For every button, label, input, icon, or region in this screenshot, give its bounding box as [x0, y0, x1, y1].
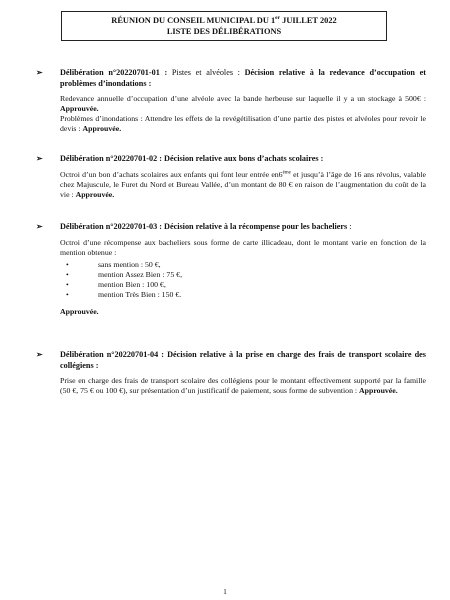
deliberation-1-text-1: Redevance annuelle d’occupation d’une alvéole avec la bande herbeuse sur laquelle il y a un stockage à 500€ :: [60, 94, 426, 103]
deliberation-3-status: Approuvée.: [60, 307, 99, 317]
deliberation-1-ref: Délibération n°20220701-01 :: [60, 68, 168, 77]
deliberation-4-heading: [36, 350, 426, 371]
deliberation-2-ref: Délibération n°20220701-02 :: [60, 154, 162, 163]
arrow-bullet-icon: ➢: [36, 68, 43, 77]
bullet-dot-icon: •: [66, 259, 69, 269]
mention-list: [36, 260, 426, 301]
deliberation-3-body: [36, 238, 426, 258]
deliberation-1-subject: Pistes et alvéoles :: [167, 68, 245, 77]
deliberation-1: [36, 68, 426, 134]
deliberation-2-status: Approuvée.: [75, 189, 115, 199]
deliberation-2-title: Décision relative aux bons d’achats scolaires :: [161, 154, 324, 163]
list-item: [66, 260, 426, 270]
document-subtitle: LISTE DES DÉLIBÉRATIONS: [166, 27, 282, 36]
list-item-text: mention Bien : 100 €,: [98, 279, 166, 289]
deliberation-4-status: Approuvée.: [359, 386, 398, 395]
bullet-dot-icon: •: [66, 290, 69, 300]
deliberation-3-ref: Délibération n°20220701-03 :: [60, 222, 162, 231]
deliberation-3-text: Octroi d’une récompense aux bacheliers sous forme de carte illicadeau, dont le montant varie en fonction de la mention obtenue :: [60, 237, 426, 257]
deliberation-3-heading: [36, 222, 426, 233]
document-title: [62, 15, 386, 26]
document-title-box: [61, 11, 387, 41]
deliberation-3-title-tail: :: [347, 222, 352, 231]
bullet-dot-icon: •: [66, 269, 69, 279]
title-line-1: RÉUNION DU CONSEIL MUNICIPAL DU 1: [111, 16, 276, 25]
deliberation-2-text: Octroi d’un bon d’achats scolaires aux enfants qui font leur entrée en6: [60, 169, 283, 179]
deliberation-2-superscript: ème: [282, 169, 291, 175]
page-number: 1: [223, 587, 227, 596]
title-superscript: er: [275, 15, 281, 22]
deliberation-4-text: Prise en charge des frais de transport scolaire des collégiens pour le montant effectivement supporté par la famille (50 €, 75 € ou 100 €), sur présentation d’un justificatif de paiement, sous forme de subvention :: [60, 376, 426, 395]
list-item-text: sans mention : 50 €,: [98, 259, 161, 269]
deliberation-4: [36, 350, 426, 396]
list-item: [66, 290, 426, 300]
deliberation-3: [36, 222, 426, 316]
deliberation-1-body: [36, 94, 426, 134]
deliberation-1-heading: [36, 68, 426, 89]
deliberation-1-status-2: Approuvée.: [82, 124, 122, 133]
arrow-bullet-icon: ➢: [36, 222, 43, 231]
deliberation-1-text-2: Problèmes d’inondations : Attendre les effets de la revégétilisation d’une partie des pistes et alvéoles pour revoir le devis :: [60, 114, 426, 133]
deliberation-2-text-end: et jusqu’à l’âge de 16 ans révolus, valable chez Majuscule, le Furet du Nord et Bureau Vallée, d’un montant de 80 € en raison de l’augmentation du coût de la vie :: [60, 169, 426, 199]
arrow-bullet-icon: ➢: [36, 154, 43, 163]
deliberation-1-title: Décision relative à la redevance d’occupation et problèmes d’inondations :: [60, 68, 426, 88]
deliberation-2: [36, 154, 426, 200]
bullet-dot-icon: •: [66, 279, 69, 289]
list-item: [66, 270, 426, 280]
deliberation-1-status-1: Approuvée.: [60, 104, 99, 113]
list-item-text: mention Très Bien : 150 €.: [98, 290, 182, 300]
list-item: [66, 280, 426, 290]
deliberation-4-body: [36, 376, 426, 396]
deliberation-4-ref: Délibération n°20220701-04 :: [60, 350, 165, 359]
list-item-text: mention Assez Bien : 75 €,: [98, 269, 183, 279]
arrow-bullet-icon: ➢: [36, 350, 43, 359]
title-line-1-end: JUILLET 2022: [280, 16, 337, 25]
deliberation-2-body: [36, 170, 426, 200]
deliberation-3-title: Décision relative à la récompense pour les bacheliers: [161, 222, 348, 231]
deliberation-2-heading: [36, 154, 426, 165]
deliberation-4-title: Décision relative à la prise en charge des frais de transport scolaire des collégiens :: [60, 350, 426, 370]
